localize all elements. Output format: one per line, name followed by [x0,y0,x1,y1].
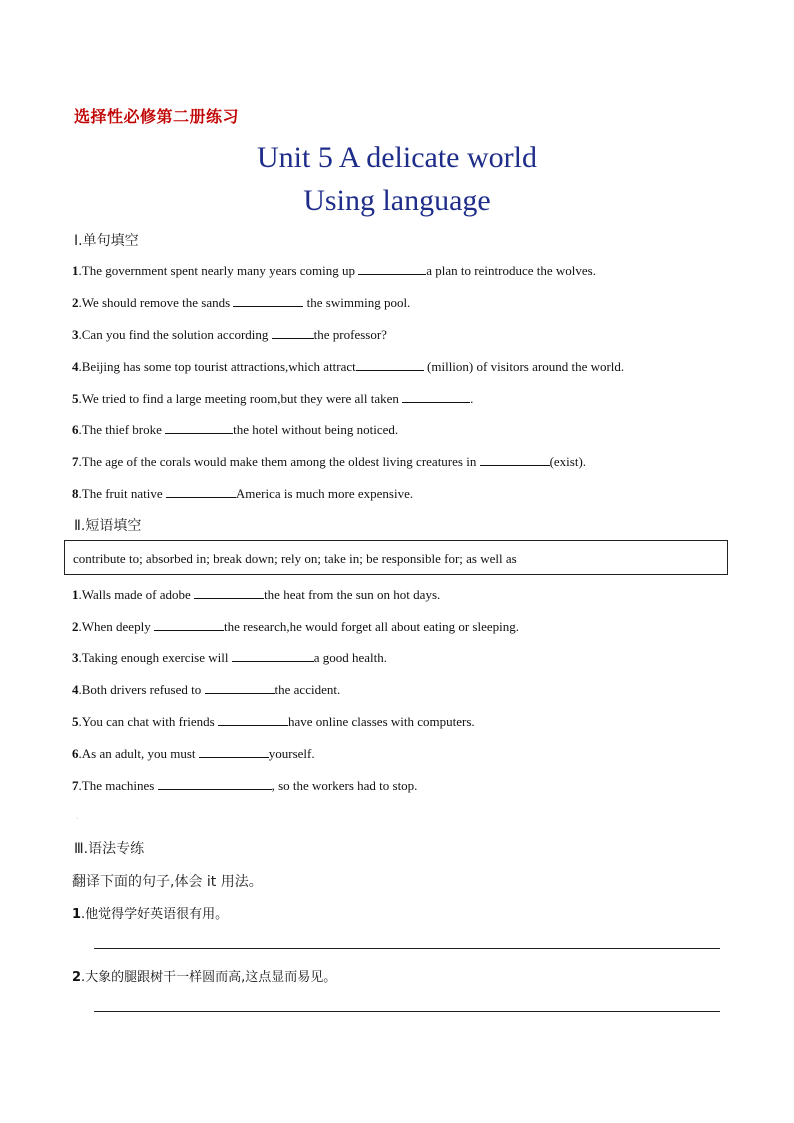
section1-question-1 [72,262,596,279]
answer-blank[interactable] [356,358,424,371]
section1-question-3 [72,326,387,343]
answer-blank[interactable] [358,262,426,275]
question-text-after: (exist). [549,454,587,469]
question-text-before: .Both drivers refused to [78,682,205,697]
translation-answer-line-2[interactable] [94,1011,720,1012]
section2-question-3 [72,649,387,666]
question-text-after: . [470,391,474,406]
question-number: 6 [72,422,79,437]
question-text-after: the professor? [313,327,387,342]
section1-question-8 [72,485,413,502]
section1-question-5 [72,390,473,407]
translation-answer-line-1[interactable] [94,948,720,949]
question-text-after: yourself. [268,746,315,761]
section2-question-6 [72,745,315,762]
unit-subtitle: Using language [303,184,491,217]
question-text-after: a plan to reintroduce the wolves. [426,263,596,278]
question-number: 5 [72,391,79,406]
section2-question-4 [72,681,340,698]
question-number: 4 [72,682,79,697]
question-number: 8 [72,486,79,501]
question-text-before: .The thief broke [78,422,166,437]
section1-question-2 [72,294,410,311]
question-number: 2 [72,295,79,310]
phrase-bank-box: contribute to; absorbed in; break down; rely on; take in; be responsible for; as well as [64,540,728,575]
section1-heading: Ⅰ.单句填空 [74,233,139,249]
section1-question-7 [72,453,586,470]
question-text-before: .The age of the corals would make them among the oldest living creatures in [78,454,480,469]
unit-title: Unit 5 A delicate world [257,141,537,174]
question-text-after: the accident. [274,682,341,697]
question-text-after: the heat from the sun on hot days. [264,587,441,602]
answer-blank[interactable] [402,390,470,403]
question-number: 2 [72,970,82,985]
answer-blank[interactable] [199,745,269,758]
question-text-after: the research,he would forget all about eating or sleeping. [223,619,519,634]
question-number: 7 [72,778,79,793]
question-text-before: .We should remove the sands [78,295,234,310]
section3-question-2 [72,966,336,985]
question-text-before: .Taking enough exercise will [78,650,232,665]
question-text-before: .We tried to find a large meeting room,but they were all taken [78,391,403,406]
answer-blank[interactable] [194,586,264,599]
section2-question-2 [72,618,519,635]
question-number: 4 [72,359,79,374]
section2-question-7 [72,777,417,794]
question-text-before: .The government spent nearly many years coming up [78,263,359,278]
section1-question-6 [72,421,398,438]
question-text-after: America is much more expensive. [235,486,414,501]
question-text-before: .Beijing has some top tourist attractions,which attract [78,359,356,374]
question-number: 6 [72,746,79,761]
question-number: 3 [72,327,79,342]
answer-blank[interactable] [158,777,272,790]
question-number: 1 [72,907,82,922]
answer-blank[interactable] [154,618,224,631]
answer-blank[interactable] [166,485,236,498]
question-text-after: a good health. [313,650,388,665]
answer-blank[interactable] [205,681,275,694]
stray-mark: · [76,814,79,823]
answer-blank[interactable] [165,421,233,434]
question-text-before: .The machines [78,778,158,793]
question-number: 7 [72,454,79,469]
section2-heading: Ⅱ.短语填空 [74,518,142,534]
section1-question-4 [72,358,624,375]
question-number: 1 [72,263,79,278]
question-text-before: .As an adult, you must [78,746,199,761]
question-text: .他觉得学好英语很有用。 [81,907,229,922]
question-text-before: .The fruit native [78,486,166,501]
section3-question-1 [72,903,228,922]
question-text-after: the swimming pool. [303,295,411,310]
question-text-before: .When deeply [78,619,154,634]
question-text-before: .Walls made of adobe [78,587,195,602]
question-text-before: .Can you find the solution according [78,327,272,342]
section2-question-1 [72,586,440,603]
book-label: 选择性必修第二册练习 [74,107,240,126]
question-number: 5 [72,714,79,729]
question-number: 3 [72,650,79,665]
question-number: 1 [72,587,79,602]
question-text-after: (million) of visitors around the world. [423,359,625,374]
question-text-after: , so the workers had to stop. [271,778,418,793]
question-number: 2 [72,619,79,634]
section3-heading: Ⅲ.语法专练 [74,841,145,857]
question-text-before: .You can chat with friends [78,714,218,729]
question-text-after: the hotel without being noticed. [233,422,399,437]
section2-question-5 [72,713,475,730]
answer-blank[interactable] [233,294,303,307]
answer-blank[interactable] [272,326,314,339]
question-text: .大象的腿跟树干一样圆而高,这点显而易见。 [81,970,337,985]
section3-instruction: 翻译下面的句子,体会 it 用法。 [72,874,263,890]
question-text-after: have online classes with computers. [288,714,475,729]
answer-blank[interactable] [218,713,288,726]
answer-blank[interactable] [480,453,550,466]
answer-blank[interactable] [232,649,314,662]
